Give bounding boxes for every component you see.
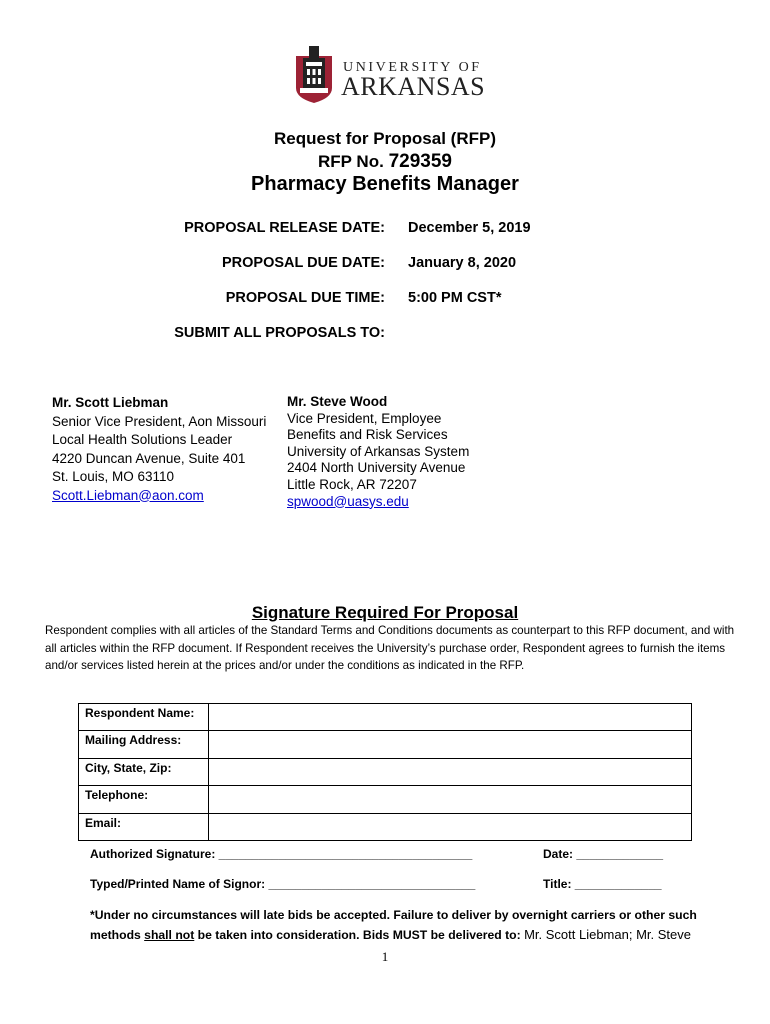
contact-email-link[interactable]: Scott.Liebman@aon.com [52,487,204,503]
city-state-zip-field[interactable] [209,758,692,785]
field-label: Email: [79,813,209,840]
logo-arkansas: ARKANSAS [341,72,486,101]
contact-line: Benefits and Risk Services [287,427,448,443]
contact-wood [287,394,469,510]
table-row [79,786,692,813]
contact-email-link[interactable]: spwood@uasys.edu [287,493,409,509]
contact-line: Little Rock, AR 72207 [287,476,417,492]
respondent-name-field[interactable] [209,704,692,731]
authorized-signature-line[interactable]: Authorized Signature: ______________________________________ [90,847,473,861]
footnote-emphasis: shall not [144,928,195,942]
contact-line: Local Health Solutions Leader [52,432,233,447]
contact-line: Senior Vice President, Aon Missouri [52,413,267,429]
contact-name: Mr. Steve Wood [287,394,388,409]
contact-line: Vice President, Employee [287,410,442,426]
contact-name: Mr. Scott Liebman [52,395,169,410]
contact-line: 2404 North University Avenue [287,460,466,476]
compliance-paragraph: Respondent complies with all articles of the Standard Terms and Conditions documents as counterpart to this RFP document, and with all articles within the RFP document. If Respondent receives the University’s purchase order, Respondent agrees to furnish the items and/or services listed herein at the prices and/or under the conditions as indicated in the RFP. [45,624,735,673]
due-date-label: PROPOSAL DUE DATE: [221,255,385,271]
table-row [79,813,692,840]
rfp-title: Request for Proposal (RFP) [274,129,496,148]
signature-section-title: Signature Required For Proposal [251,603,519,622]
rfp-number: 729359 [388,151,452,172]
due-time-value: 5:00 PM CST* [408,290,502,306]
release-date-value: December 5, 2019 [408,220,531,236]
field-label: Mailing Address: [79,731,209,758]
printed-name-line[interactable]: Typed/Printed Name of Signor: _______________________________ [90,877,476,891]
rfp-number-line [0,151,770,173]
field-label: City, State, Zip: [79,758,209,785]
late-bid-footnote [90,906,720,945]
rfp-prefix: RFP No. [318,152,384,171]
field-label: Telephone: [79,786,209,813]
contact-liebman [52,394,266,505]
university-logo [290,44,338,104]
page-number: 1 [381,949,389,964]
contact-line: University of Arkansas System [287,443,470,459]
mailing-address-field[interactable] [209,731,692,758]
footnote-text: *Under no circumstances will late bids be accepted. Failure to deliver by overnight carriers or other such methods [90,908,697,942]
footnote-text: be taken into consideration. Bids MUST be delivered to: [194,928,525,942]
title-line[interactable]: Title: _____________ [543,877,662,891]
submit-proposals-label: SUBMIT ALL PROPOSALS TO: [174,325,385,341]
table-row [79,758,692,785]
due-time-label: PROPOSAL DUE TIME: [225,290,385,306]
respondent-info-table [78,703,692,841]
footnote-recipients: Mr. Scott Liebman; Mr. Steve [524,927,691,942]
due-date-value: January 8, 2020 [408,255,517,271]
logo-university-of: UNIVERSITY OF [343,60,482,75]
table-row [79,731,692,758]
field-label: Respondent Name: [79,704,209,731]
old-main-seal-icon [290,44,338,104]
rfp-subject: Pharmacy Benefits Manager [251,173,519,195]
release-date-label: PROPOSAL RELEASE DATE: [184,220,385,236]
email-field[interactable] [209,813,692,840]
date-line[interactable]: Date: _____________ [543,847,664,861]
contact-line: St. Louis, MO 63110 [52,469,175,484]
telephone-field[interactable] [209,786,692,813]
contact-line: 4220 Duncan Avenue, Suite 401 [52,450,246,466]
table-row [79,704,692,731]
